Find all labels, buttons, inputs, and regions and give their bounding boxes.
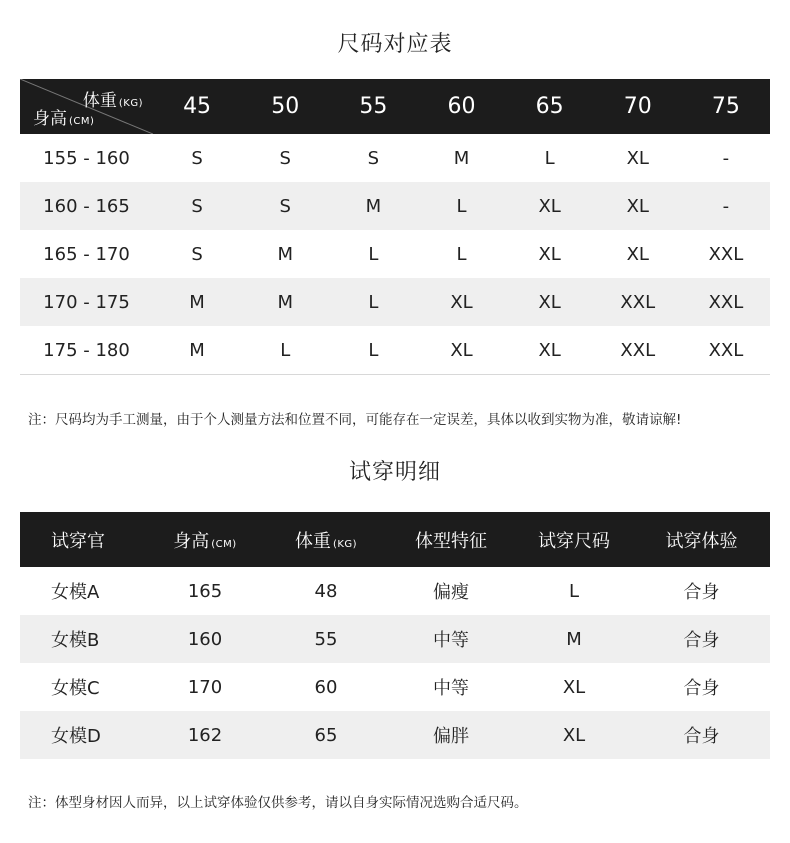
size-cell: XL [626, 147, 649, 169]
size-cell: L [368, 291, 379, 313]
weight-header: 50 [271, 94, 300, 119]
body-type-cell: 偏瘦 [433, 582, 469, 603]
weight-header: 55 [359, 94, 388, 119]
weight-axis-label: 体重 (KG) [82, 91, 143, 111]
size-cell: S [191, 147, 203, 169]
size-cell: M [566, 628, 582, 650]
size-cell: - [722, 195, 730, 217]
size-cell: XL [538, 243, 561, 265]
tester-cell: 女模A [51, 582, 100, 603]
weight-header: 体重 (KG) [294, 530, 358, 552]
size-cell: M [365, 195, 382, 217]
size-chart-table [20, 79, 770, 375]
tester-cell: 女模C [51, 678, 100, 699]
fitting-title: 试穿明细 [348, 460, 441, 485]
weight-header: 75 [711, 94, 740, 119]
height-cell: 170 [187, 676, 223, 698]
height-range-cell: 155 - 160 [43, 147, 130, 169]
height-cell: 160 [187, 628, 223, 650]
weight-header: 70 [623, 94, 652, 119]
size-cell: XL [538, 195, 561, 217]
body-type-cell: 中等 [433, 678, 469, 699]
size-chart-title: 尺码对应表 [337, 32, 453, 57]
experience-cell: 合身 [683, 726, 720, 747]
size-cell: M [453, 147, 470, 169]
size-cell: L [368, 243, 379, 265]
size-cell: S [367, 147, 380, 169]
body-type-cell: 偏胖 [433, 726, 469, 747]
size-cell: S [191, 195, 203, 217]
size-cell: L [544, 147, 555, 169]
table-row [20, 615, 770, 663]
tester-cell: 女模B [51, 630, 100, 651]
size-cell: XXL [708, 291, 744, 313]
height-range-cell: 165 - 170 [43, 243, 130, 265]
weight-cell: 65 [314, 724, 338, 746]
size-cell: XL [450, 291, 473, 313]
height-range-cell: 170 - 175 [43, 291, 130, 313]
size-cell: XL [417, 326, 505, 375]
height-cell: 165 [187, 580, 223, 602]
tester-header: 试穿官 [51, 530, 105, 552]
table-row [20, 663, 770, 711]
height-cell: 162 [187, 724, 223, 746]
weight-header: 60 [447, 94, 476, 119]
table-row [20, 326, 770, 375]
size-cell: L [568, 580, 580, 602]
table-row [20, 182, 770, 230]
size-cell: - [722, 147, 730, 169]
size-cell: XXL [708, 243, 744, 265]
size-cell: XL [626, 243, 649, 265]
fitting-table [20, 512, 770, 759]
size-cell: XL [506, 326, 594, 375]
size-cell: M [153, 326, 241, 375]
size-header: 试穿尺码 [538, 530, 610, 552]
size-cell: L [456, 243, 467, 265]
size-cell: XL [538, 291, 561, 313]
size-chart-header-row [20, 79, 770, 134]
tester-cell: 女模D [51, 726, 101, 747]
body-type-cell: 中等 [433, 630, 469, 651]
size-cell: M [277, 243, 293, 265]
height-header: 身高 (CM) [173, 530, 237, 552]
size-cell: M [189, 291, 205, 313]
size-cell: XL [626, 195, 649, 217]
size-cell: L [456, 195, 467, 217]
table-row [20, 134, 770, 182]
size-cell: XL [562, 676, 586, 698]
size-cell: S [191, 243, 203, 265]
table-row [20, 278, 770, 326]
height-range-cell: 175 - 180 [20, 326, 153, 375]
size-chart-note: 注：尺码均为手工测量，由于个人测量方法和位置不同，可能存在一定误差，具体以收到实物为准，敬请谅解! [28, 412, 682, 428]
size-cell: S [279, 195, 291, 217]
weight-header: 65 [535, 94, 564, 119]
table-row [20, 230, 770, 278]
weight-header: 45 [183, 94, 212, 119]
weight-cell: 55 [314, 628, 338, 650]
weight-cell: 60 [314, 676, 338, 698]
fitting-header-row [20, 512, 770, 567]
size-cell: L [241, 326, 329, 375]
table-row [20, 567, 770, 615]
size-cell: XL [562, 724, 586, 746]
corner-header-cell [20, 79, 153, 134]
size-cell: XXL [682, 326, 770, 375]
fitting-note: 注：体型身材因人而异，以上试穿体验仅供参考，请以自身实际情况选购合适尺码。 [28, 795, 528, 811]
experience-cell: 合身 [683, 582, 720, 603]
experience-cell: 合身 [683, 630, 720, 651]
height-range-cell: 160 - 165 [43, 195, 130, 217]
table-row [20, 711, 770, 759]
size-cell: XXL [620, 291, 656, 313]
body-type-header: 体型特征 [415, 530, 487, 552]
size-cell: XXL [594, 326, 682, 375]
experience-cell: 合身 [683, 678, 720, 699]
size-cell: L [329, 326, 417, 375]
size-cell: S [279, 147, 291, 169]
experience-header: 试穿体验 [665, 530, 738, 552]
size-cell: M [277, 291, 293, 313]
height-axis-label: 身高 (CM) [33, 109, 95, 129]
weight-cell: 48 [314, 580, 338, 602]
